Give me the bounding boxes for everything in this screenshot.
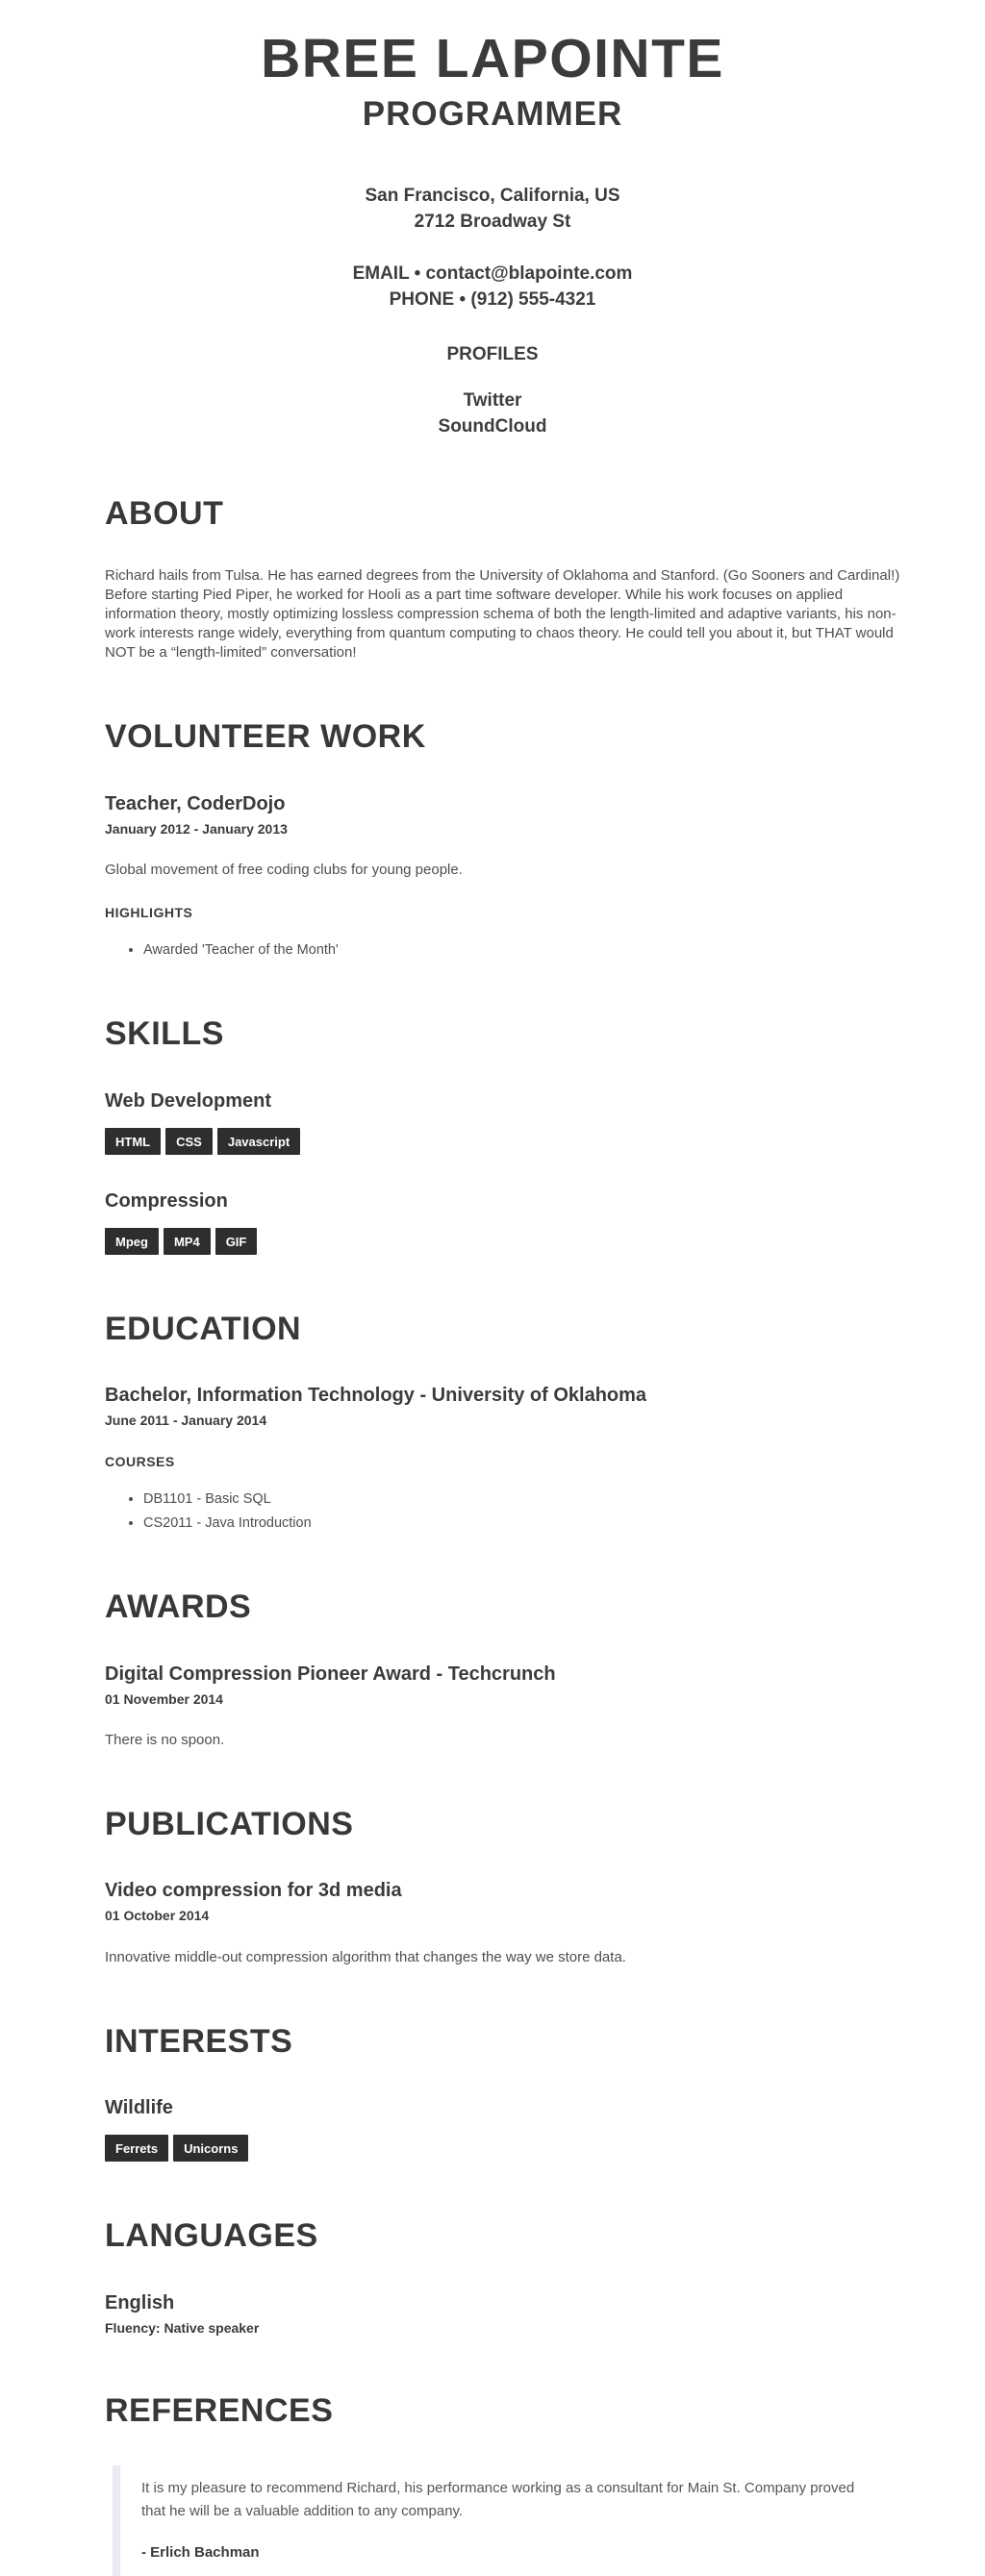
reference-quote (113, 2465, 903, 2576)
award-entry-date: 01 November 2014 (105, 1690, 223, 1707)
section-heading-skills: SKILLS (105, 1015, 224, 1053)
phone-label: PHONE (389, 288, 455, 310)
person-name: BREE LAPOINTE (261, 28, 724, 89)
email-label: EMAIL (352, 263, 410, 284)
section-heading-publications: PUBLICATIONS (105, 1805, 354, 1842)
resume-body (105, 493, 903, 2576)
section-heading-about: ABOUT (105, 494, 224, 532)
highlights-list (105, 941, 903, 960)
section-heading-education: EDUCATION (105, 1310, 302, 1347)
skill-group-web (105, 1089, 903, 1155)
award-entry (105, 1663, 903, 1750)
skill-group-name: Compression (105, 1189, 228, 1212)
interest-tags (105, 2135, 903, 2162)
section-languages (105, 2215, 903, 2337)
award-entry-title: Digital Compression Pioneer Award - Techcrunch (105, 1663, 556, 1685)
skill-tag: CSS (165, 1128, 213, 1155)
phone-value: (912) 555-4321 (470, 288, 596, 310)
interest-tag: Ferrets (105, 2135, 168, 2162)
skill-tag: GIF (215, 1228, 258, 1255)
phone-line (390, 289, 596, 310)
publication-entry-title: Video compression for 3d media (105, 1880, 402, 1902)
highlights-label: HIGHLIGHTS (105, 905, 193, 921)
section-heading-awards: AWARDS (105, 1588, 252, 1626)
address-city: San Francisco, California, US (365, 185, 620, 206)
highlight-item: • Awarded 'Teacher of the Month' (143, 941, 903, 960)
profile-link-soundcloud[interactable]: SoundCloud (438, 415, 547, 437)
email-value: contact@blapointe.com (425, 263, 633, 284)
person-role: PROGRAMMER (362, 94, 623, 133)
education-entry (105, 1384, 903, 1533)
skill-tag: HTML (105, 1128, 161, 1155)
reference-attribution: - Erlich Bachman (141, 2544, 260, 2562)
course-item: • DB1101 - Basic SQL (143, 1490, 903, 1509)
section-education (105, 1309, 903, 1534)
resume-header (0, 29, 985, 439)
award-entry-summary: There is no spoon. (105, 1731, 225, 1748)
volunteer-entry-summary: Global movement of free coding clubs for young people. (105, 862, 463, 879)
profile-link-twitter[interactable]: Twitter (463, 389, 522, 411)
course-item: • CS2011 - Java Introduction (143, 1514, 903, 1533)
section-references (105, 2390, 903, 2576)
education-entry-title: Bachelor, Information Technology - University of Oklahoma (105, 1385, 647, 1407)
skill-tags (105, 1128, 903, 1155)
profiles-label: PROFILES (446, 343, 539, 364)
bullet-separator: • (459, 288, 467, 310)
section-skills (105, 1013, 903, 1255)
skill-group-compression (105, 1189, 903, 1255)
publication-entry-summary: Innovative middle-out compression algorithm that changes the way we store data. (105, 1948, 626, 1965)
language-entry (105, 2291, 903, 2337)
volunteer-entry (105, 792, 903, 960)
section-publications (105, 1804, 903, 1967)
contact-block (0, 261, 985, 313)
address-block (0, 183, 985, 235)
section-volunteer (105, 716, 903, 960)
section-interests (105, 2021, 903, 2163)
reference-quote-text: It is my pleasure to recommend Richard, his performance working as a consultant for Main St. Company proved that he will be a valuable addition to any company. (141, 2480, 855, 2520)
address-street: 2712 Broadway St (414, 211, 571, 232)
skill-group-name: Web Development (105, 1089, 271, 1112)
courses-list (105, 1490, 903, 1533)
language-name: English (105, 2291, 175, 2313)
language-fluency: Fluency: Native speaker (105, 2319, 260, 2336)
education-entry-dates: June 2011 - January 2014 (105, 1413, 267, 1429)
section-heading-interests: INTERESTS (105, 2022, 293, 2060)
courses-label: COURSES (105, 1454, 175, 1470)
about-paragraph: Richard hails from Tulsa. He has earned degrees from the University of Oklahoma and Stanford. (Go Sooners and Cardinal!) Before starting Pied Piper, he worked for Hooli as a part time software developer. While his work focuses on applied information theory, mostly optimizing lossless compression schema of both the length-limited and adaptive variants, his non-work interests range widely, everything from quantum computing to chaos theory. He could tell you about it, but THAT would NOT be a “length-limited” conversation! (105, 567, 900, 662)
skill-tag: Mpeg (105, 1228, 159, 1255)
volunteer-entry-title: Teacher, CoderDojo (105, 792, 286, 814)
interest-group-name: Wildlife (105, 2097, 173, 2119)
profiles-list (0, 388, 985, 439)
publication-entry (105, 1879, 903, 1966)
section-about (105, 493, 903, 663)
skill-tag: MP4 (164, 1228, 211, 1255)
section-awards (105, 1587, 903, 1750)
skill-tag: Javascript (217, 1128, 300, 1155)
interest-tag: Unicorns (173, 2135, 248, 2162)
interest-group-wildlife (105, 2096, 903, 2162)
section-heading-languages: LANGUAGES (105, 2217, 318, 2255)
bullet-separator: • (414, 263, 421, 284)
email-line (353, 263, 633, 284)
volunteer-entry-dates: January 2012 - January 2013 (105, 820, 288, 837)
section-heading-volunteer: VOLUNTEER WORK (105, 718, 426, 756)
skill-tags (105, 1228, 903, 1255)
publication-entry-date: 01 October 2014 (105, 1908, 210, 1924)
section-heading-references: REFERENCES (105, 2391, 334, 2429)
